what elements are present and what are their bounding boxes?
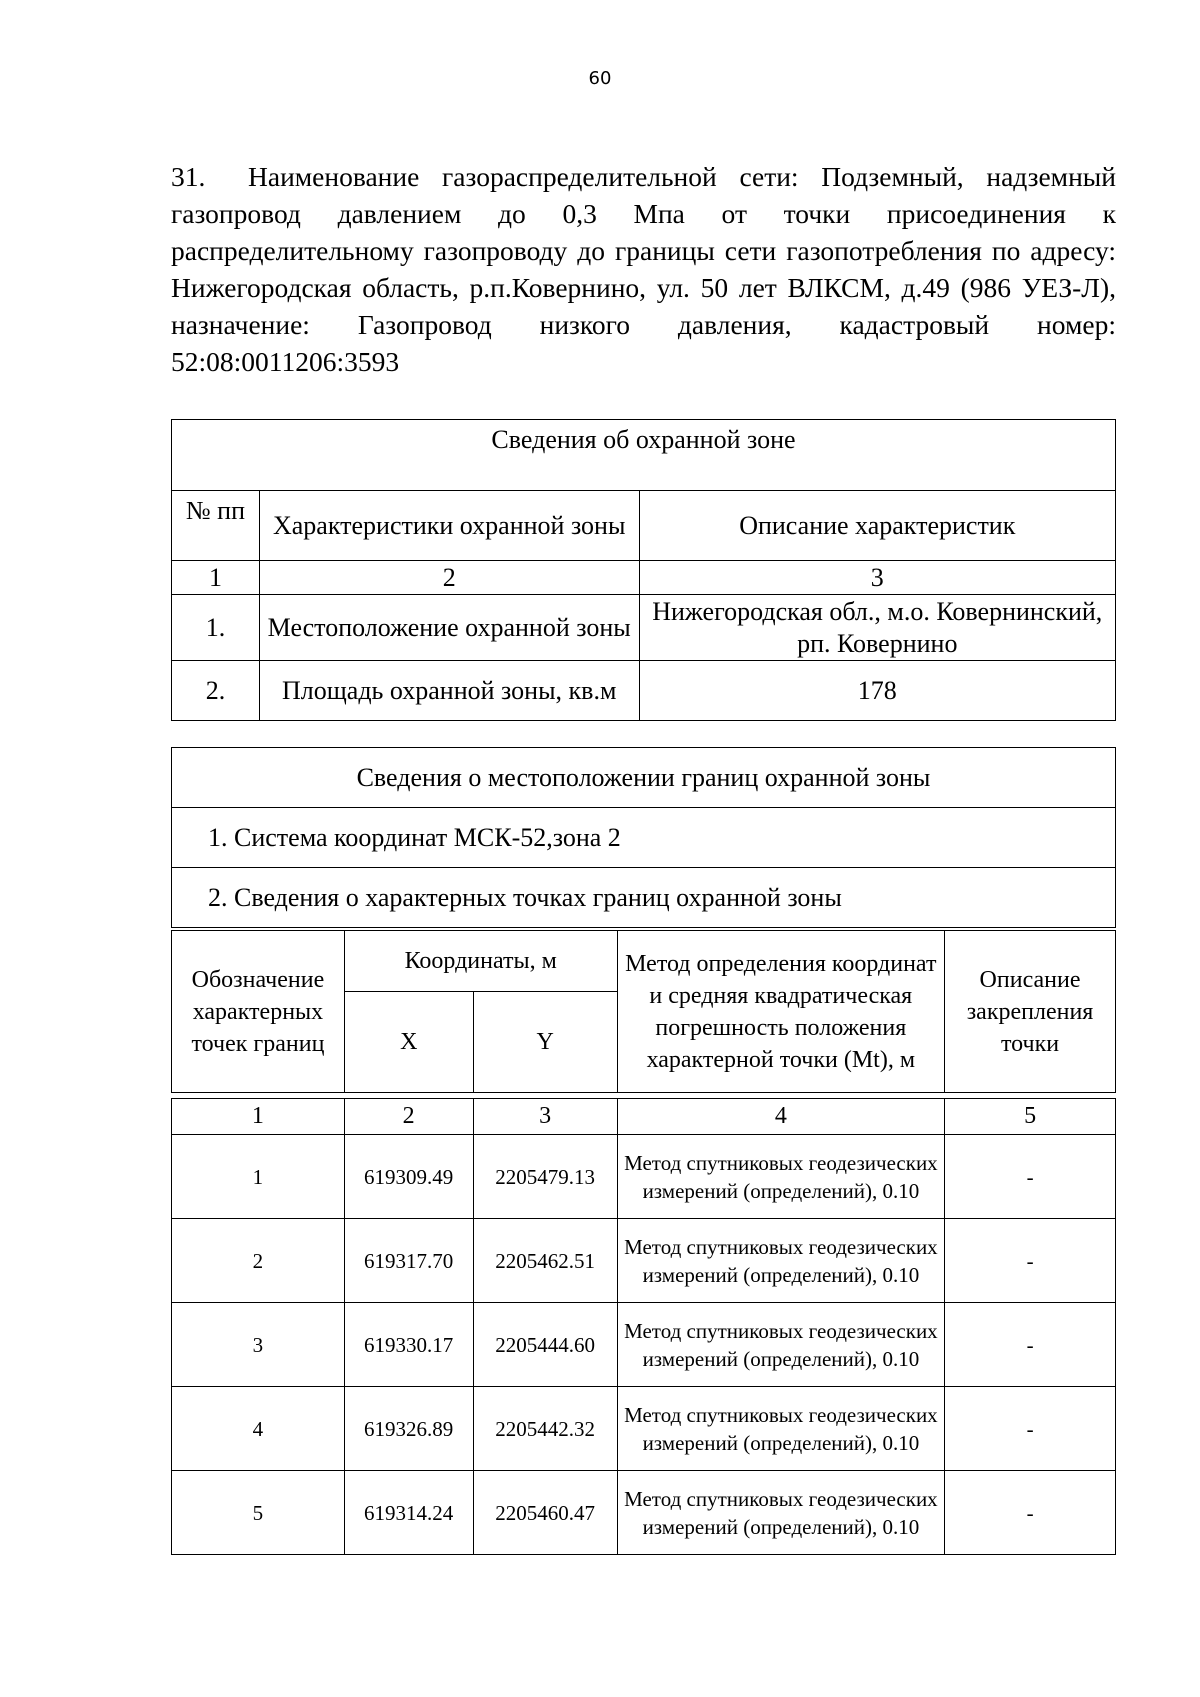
point-method: Метод спутниковых геодезических измерений (определений), 0.10 <box>617 1471 945 1555</box>
header-designation: Обозначение характерных точек границ <box>172 931 345 1093</box>
bounds-title-table <box>171 747 1116 928</box>
page-number: 60 <box>588 68 612 89</box>
points-colnum: 1 <box>172 1099 345 1135</box>
header-fixing: Описание закрепления точки <box>945 931 1116 1093</box>
point-fixing: - <box>945 1303 1116 1387</box>
bounds-header-table <box>171 930 1116 1093</box>
header-y: Y <box>473 992 617 1093</box>
point-y: 2205479.13 <box>473 1135 617 1219</box>
intro-paragraph <box>171 158 1116 380</box>
point-id: 3 <box>172 1303 345 1387</box>
intro-text: Наименование газораспределительной сети: Подземный, надземный газопровод давлением до 0,3 Мпа от точки присоединения к распределительному газопроводу до границы сети газопотребления по адресу: Нижегородская область, р.п.Ковернино, ул. 50 лет ВЛКСМ, д.49 (986 УЕЗ-Л), назначение: Газопровод низкого давления, кадастровый номер: 52:08:0011206:3593 <box>171 161 1116 377</box>
points-colnum: 3 <box>473 1099 617 1135</box>
zone-row-name: Местоположение охранной зоны <box>259 595 639 661</box>
table-row <box>172 661 1116 721</box>
table-row <box>172 1135 1116 1219</box>
point-x: 619326.89 <box>344 1387 473 1471</box>
zone-row-num: 1. <box>172 595 260 661</box>
zone-row-value: Нижегородская обл., м.о. Ковернинский, рп. Ковернино <box>639 595 1115 661</box>
zone-colnum: 3 <box>639 561 1115 595</box>
table-row <box>172 1303 1116 1387</box>
point-fixing: - <box>945 1471 1116 1555</box>
point-fixing: - <box>945 1219 1116 1303</box>
point-fixing: - <box>945 1135 1116 1219</box>
point-x: 619309.49 <box>344 1135 473 1219</box>
table-row <box>172 1387 1116 1471</box>
point-y: 2205462.51 <box>473 1219 617 1303</box>
point-method: Метод спутниковых геодезических измерений (определений), 0.10 <box>617 1219 945 1303</box>
zone-table-title: Сведения об охранной зоне <box>172 420 1116 491</box>
zone-row-value: 178 <box>639 661 1115 721</box>
points-colnum: 5 <box>945 1099 1116 1135</box>
zone-row-name: Площадь охранной зоны, кв.м <box>259 661 639 721</box>
zone-row-num: 2. <box>172 661 260 721</box>
point-method: Метод спутниковых геодезических измерений (определений), 0.10 <box>617 1303 945 1387</box>
coordinate-system: 1. Система координат МСК-52,зона 2 <box>172 808 1116 868</box>
point-x: 619330.17 <box>344 1303 473 1387</box>
point-x: 619314.24 <box>344 1471 473 1555</box>
zone-header-characteristic: Характеристики охранной зоны <box>259 491 639 561</box>
header-x: X <box>344 992 473 1093</box>
point-id: 5 <box>172 1471 345 1555</box>
point-id: 2 <box>172 1219 345 1303</box>
points-title: 2. Сведения о характерных точках границ охранной зоны <box>172 868 1116 928</box>
point-y: 2205442.32 <box>473 1387 617 1471</box>
table-row <box>172 1219 1116 1303</box>
points-colnum: 2 <box>344 1099 473 1135</box>
zone-header-description: Описание характеристик <box>639 491 1115 561</box>
zone-colnum: 2 <box>259 561 639 595</box>
points-colnum: 4 <box>617 1099 945 1135</box>
point-fixing: - <box>945 1387 1116 1471</box>
point-id: 4 <box>172 1387 345 1471</box>
zone-header-num: № пп <box>172 491 260 561</box>
point-y: 2205460.47 <box>473 1471 617 1555</box>
point-method: Метод спутниковых геодезических измерений (определений), 0.10 <box>617 1387 945 1471</box>
table-row <box>172 1471 1116 1555</box>
point-id: 1 <box>172 1135 345 1219</box>
zone-info-table <box>171 419 1116 721</box>
header-method: Метод определения координат и средняя квадратическая погрешность положения характерной точки (Mt), м <box>617 931 945 1093</box>
bounds-points-table <box>171 1098 1116 1555</box>
point-method: Метод спутниковых геодезических измерений (определений), 0.10 <box>617 1135 945 1219</box>
bounds-table-title: Сведения о местоположении границ охранной зоны <box>172 748 1116 808</box>
point-y: 2205444.60 <box>473 1303 617 1387</box>
point-x: 619317.70 <box>344 1219 473 1303</box>
header-coords: Координаты, м <box>344 931 617 992</box>
intro-number: 31. <box>171 161 206 192</box>
zone-colnum: 1 <box>172 561 260 595</box>
table-row <box>172 595 1116 661</box>
